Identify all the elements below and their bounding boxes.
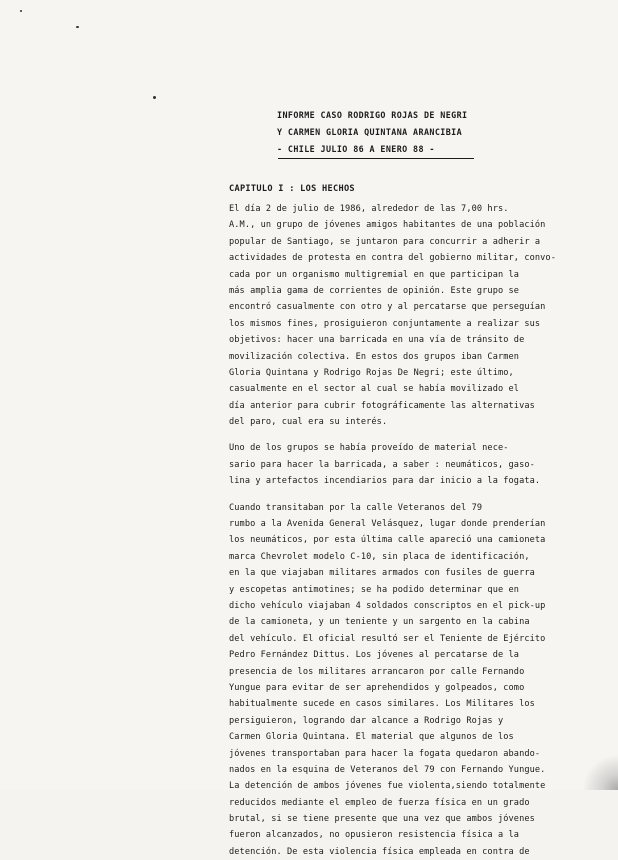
text-line: casualmente en el sector al cual se había movilizado el [229, 384, 520, 395]
text-line: Yungue para evitar de ser aprehendidos y golpeados, como [229, 682, 525, 693]
paragraph [229, 500, 589, 860]
text-line: encontró casualmente con otro y al percatarse que perseguían [229, 302, 546, 313]
header-line-2: Y CARMEN GLORIA QUINTANA ARANCIBIA [277, 127, 463, 137]
text-line: persiguieron, logrando dar alcance a Rodrigo Rojas y [229, 715, 504, 726]
text-line: de la camioneta, y un teniente y un sargento en la cabina [229, 617, 530, 628]
text-line: del paro, cual era su interés. [229, 417, 388, 428]
header-line-1: INFORME CASO RODRIGO ROJAS DE NEGRI [277, 110, 468, 120]
text-line: A.M., un grupo de jóvenes amigos habitantes de una población [229, 220, 546, 231]
paragraph [229, 201, 589, 430]
text-line: del vehículo. El oficial resultó ser el Teniente de Ejército [229, 633, 546, 644]
text-line: más amplia gama de corrientes de opinión. Este grupo se [229, 285, 520, 296]
text-line: Uno de los grupos se había proveído de material nece- [229, 443, 509, 454]
text-line: reducidos mediante el empleo de fuerza física en un grado [229, 797, 530, 808]
text-line: marca Chevrolet modelo C-10, sin placa de identificación, [229, 551, 530, 562]
text-line: popular de Santiago, se juntaron para concurrir a adherir a [229, 236, 541, 247]
text-line: brutal, si se tiene presente que una vez que ambos jóvenes [229, 814, 535, 825]
text-line: dicho vehículo viajaban 4 soldados conscriptos en el pick-up [229, 600, 546, 611]
corner-smudge [582, 754, 618, 790]
text-line: y escopetas antimotines; se ha podido determinar que en [229, 584, 520, 595]
text-line: detención. De esta violencia física empleada en contra de [229, 846, 530, 857]
text-line: Gloria Quintana y Rodrigo Rojas De Negri; este último, [229, 367, 514, 378]
report-header [277, 107, 477, 158]
text-line: rumbo a la Avenida General Velásquez, lugar donde prenderían [229, 519, 546, 530]
text-line: Carmen Gloria Quintana. El material que algunos de los [229, 732, 514, 743]
text-line: Cuando transitaban por la calle Veteranos del 79 [229, 502, 483, 513]
text-line: jóvenes transportaban para hacer la fogata quedaron abando- [229, 748, 541, 759]
text-line: presencia de los militares arrancaron por calle Fernando [229, 666, 525, 677]
chapter-title: CAPITULO I : LOS HECHOS [229, 184, 355, 194]
speck-mark [76, 26, 79, 28]
text-line: los neumáticos, por esta última calle apareció una camioneta [229, 535, 546, 546]
header-underline [278, 158, 474, 159]
text-line: habitualmente sucede en casos similares. Los Militares los [229, 699, 535, 710]
body-text [229, 201, 589, 860]
text-line: en la que viajaban militares armados con fusiles de guerra [229, 568, 535, 579]
speck-mark [153, 96, 156, 99]
text-line: actividades de protesta en contra del gobierno militar, convo- [229, 253, 556, 264]
text-line: lina y artefactos incendiarios para dar inicio a la fogata. [229, 476, 541, 487]
text-line: movilización colectiva. En estos dos grupos iban Carmen [229, 351, 520, 362]
text-line: objetivos: hacer una barricada en una vía de tránsito de [229, 335, 525, 346]
header-line-3: - CHILE JULIO 86 A ENERO 88 - [277, 144, 435, 154]
paragraph [229, 440, 589, 489]
text-line: nados en la esquina de Veteranos del 79 con Fernando Yungue. [229, 764, 546, 775]
paragraph-gap [229, 490, 589, 500]
text-line: El día 2 de julio de 1986, alrededor de las 7,00 hrs. [229, 204, 509, 214]
text-line: los mismos fines, prosiguieron conjuntamente a realizar sus [229, 318, 541, 329]
speck-mark [20, 10, 22, 12]
text-line: día anterior para cubrir fotográficamente las alternativas [229, 400, 535, 411]
text-line: Pedro Fernández Dittus. Los jóvenes al percatarse de la [229, 650, 520, 661]
paragraph-gap [229, 430, 589, 440]
text-line: La detención de ambos jóvenes fue violenta,siendo totalmente [229, 781, 546, 792]
text-line: sario para hacer la barricada, a saber : neumáticos, gaso- [229, 459, 535, 470]
text-line: cada por un organismo multigremial en que participan la [229, 269, 520, 280]
text-line: fueron alcanzados, no opusieron resistencia física a la [229, 830, 520, 841]
